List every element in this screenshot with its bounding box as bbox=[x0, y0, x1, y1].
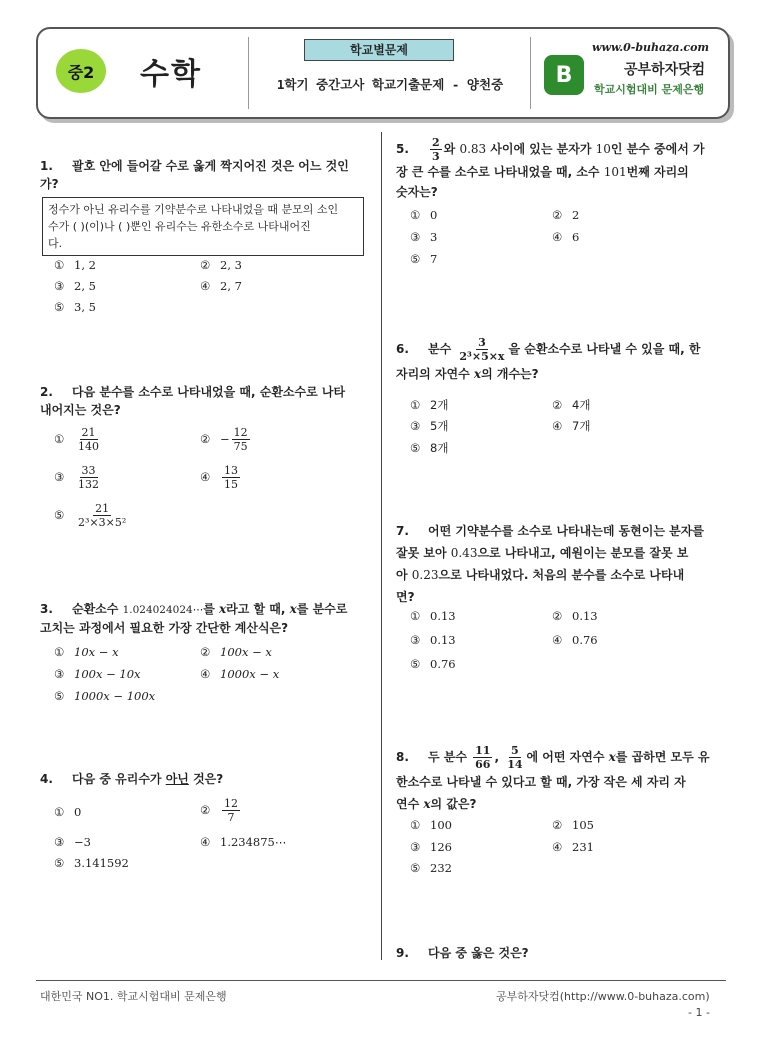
page-header bbox=[36, 27, 730, 119]
fraction: $\frac{33}{132}$ bbox=[78, 464, 99, 491]
q7-option-1[interactable]: ① 0.13 bbox=[410, 609, 456, 623]
question-1-box bbox=[42, 197, 364, 256]
q6-option-2[interactable]: ② 4개 bbox=[552, 398, 591, 412]
q2-option-2[interactable]: ② − $\frac{12}{75}$ bbox=[200, 426, 248, 453]
q8-option-1[interactable]: ① 100 bbox=[410, 818, 452, 832]
question-7: 7. 어떤 기약분수를 소수로 나타내는데 동현이는 분자를 잘못 보아 0.43으로 나타내고, 예원이는 분모를 잘못 보 아 0.23으로 나타내었다. 처음의 분수를 소수로 나타내 면? bbox=[396, 520, 726, 608]
box-text: 다. bbox=[48, 237, 63, 250]
question-2 bbox=[40, 381, 370, 421]
question-3: 3. 순환소수 1.024024024⋯를 x라고 할 때, x를 분수로 고치는 과정에서 필요한 가장 간단한 계산식은? bbox=[40, 598, 375, 639]
q8-option-2[interactable]: ② 105 bbox=[552, 818, 594, 832]
q7-option-2[interactable]: ② 0.13 bbox=[552, 609, 598, 623]
question-text: 고치는 과정에서 필요한 가장 간단한 계산식은? bbox=[40, 621, 289, 635]
q7-option-4[interactable]: ④ 0.76 bbox=[552, 633, 598, 647]
q5-option-2[interactable]: ② 2 bbox=[552, 208, 580, 222]
fraction: $\frac{13}{15}$ bbox=[224, 464, 238, 491]
q6-option-1[interactable]: ① 2개 bbox=[410, 398, 449, 412]
q5-option-1[interactable]: ① 0 bbox=[410, 208, 438, 222]
q1-option-3[interactable]: ③ 2, 5 bbox=[54, 279, 96, 293]
q8-option-3[interactable]: ③ 126 bbox=[410, 840, 452, 854]
footer-divider bbox=[36, 980, 726, 981]
q7-option-3[interactable]: ③ 0.13 bbox=[410, 633, 456, 647]
question-number: 4. bbox=[40, 772, 53, 786]
q1-option-1[interactable]: ① 1, 2 bbox=[54, 258, 96, 272]
q6-option-5[interactable]: ⑤ 8개 bbox=[410, 441, 449, 455]
category-label: 학교별문제 bbox=[304, 39, 454, 61]
question-number: 7. bbox=[396, 524, 409, 538]
question-number: 3. bbox=[40, 602, 53, 616]
q4-option-3[interactable]: ③ −3 bbox=[54, 835, 91, 849]
question-text: 다음 분수를 소수로 나타내었을 때, 순환소수로 나타 bbox=[72, 385, 346, 399]
q5-option-4[interactable]: ④ 6 bbox=[552, 230, 580, 244]
question-8: 8. 두 분수 $\frac{11}{66}$ , $\frac{5}{14}$ 에 어떤 자연수 x를 곱하면 모두 유 한소수로 나타낼 수 있다고 할 때, 가장 작은 세 자리 자 연수 x의 값은? bbox=[396, 744, 710, 811]
q5-option-5[interactable]: ⑤ 7 bbox=[410, 252, 438, 266]
q3-option-4[interactable]: ④ 1000x − x bbox=[200, 667, 280, 681]
page-number: - 1 - bbox=[688, 1006, 710, 1019]
logo-slogan: 학교시험대비 문제은행 bbox=[594, 83, 705, 96]
subject-title: 수학 bbox=[140, 57, 202, 92]
q3-option-3[interactable]: ③ 100x − 10x bbox=[54, 667, 141, 681]
header-divider bbox=[248, 37, 249, 109]
q6-option-4[interactable]: ④ 7개 bbox=[552, 419, 591, 433]
column-divider bbox=[381, 132, 382, 960]
footer-link[interactable]: 공부하자닷컴(http://www.0-buhaza.com) bbox=[496, 990, 710, 1003]
q3-option-2[interactable]: ② 100x − x bbox=[200, 645, 272, 659]
question-number: 6. bbox=[396, 342, 409, 356]
q6-option-3[interactable]: ③ 5개 bbox=[410, 419, 449, 433]
q1-option-4[interactable]: ④ 2, 7 bbox=[200, 279, 242, 293]
q4-option-5[interactable]: ⑤ 3.141592 bbox=[54, 856, 129, 870]
question-number: 8. bbox=[396, 750, 409, 764]
q8-option-4[interactable]: ④ 231 bbox=[552, 840, 594, 854]
logo-name: 공부하자닷컴 bbox=[624, 62, 706, 78]
q3-option-5[interactable]: ⑤ 1000x − 100x bbox=[54, 689, 156, 703]
question-number: 5. bbox=[396, 142, 409, 156]
logo-b-icon: B bbox=[544, 55, 584, 95]
question-text: 괄호 안에 들어갈 수로 옳게 짝지어진 것은 어느 것인 bbox=[72, 159, 349, 173]
question-number: 9. bbox=[396, 946, 409, 960]
question-number: 1. bbox=[40, 159, 53, 173]
q7-option-5[interactable]: ⑤ 0.76 bbox=[410, 657, 456, 671]
q3-option-1[interactable]: ① 10x − x bbox=[54, 645, 119, 659]
site-logo[interactable] bbox=[538, 39, 718, 105]
question-6: 6. 분수 $\frac{3}{\text{2³×5×x}}$ 을 순환소수로 나타낼 수 있을 때, 한 자리의 자연수 x의 개수는? bbox=[396, 336, 701, 381]
q1-option-5[interactable]: ⑤ 3, 5 bbox=[54, 300, 96, 314]
question-9: 9. 다음 중 옳은 것은? bbox=[396, 942, 726, 964]
question-text: 내어지는 것은? bbox=[40, 403, 121, 417]
fraction: $\frac{21}{\text{2³×3×5²}}$ bbox=[78, 502, 127, 529]
logo-url: www.0-buhaza.com bbox=[592, 41, 710, 54]
q2-option-4[interactable]: ④ $\frac{13}{15}$ bbox=[200, 464, 238, 491]
q8-option-5[interactable]: ⑤ 232 bbox=[410, 861, 452, 875]
fraction: $\frac{12}{75}$ bbox=[233, 426, 248, 453]
footer-left: 대한민국 NO1. 학교시험대비 문제은행 bbox=[40, 990, 227, 1003]
q1-option-2[interactable]: ② 2, 3 bbox=[200, 258, 242, 272]
q5-option-3[interactable]: ③ 3 bbox=[410, 230, 438, 244]
q4-option-2[interactable]: ② $\frac{12}{7}$ bbox=[200, 797, 238, 824]
question-4: 4. 다음 중 유리수가 아닌 것은? bbox=[40, 768, 370, 790]
fraction: $\frac{12}{7}$ bbox=[224, 797, 238, 824]
q4-option-1[interactable]: ① 0 bbox=[54, 805, 82, 819]
question-number: 2. bbox=[40, 385, 53, 399]
grade-badge: 중2 bbox=[56, 49, 106, 93]
box-text: 수가 ( )(이)나 ( )뿐인 유리수는 유한소수로 나타내어진 bbox=[48, 220, 311, 233]
fraction: $\frac{21}{140}$ bbox=[78, 426, 99, 453]
question-1 bbox=[40, 155, 370, 195]
q2-option-3[interactable]: ③ $\frac{33}{132}$ bbox=[54, 464, 99, 491]
question-text: 가? bbox=[40, 177, 59, 191]
box-text: 정수가 아닌 유리수를 기약분수로 나타내었을 때 분모의 소인 bbox=[48, 203, 339, 216]
exam-title: 1학기 중간고사 학교기출문제 - 양천중 bbox=[276, 77, 504, 92]
header-divider bbox=[530, 37, 531, 109]
q2-option-5[interactable]: ⑤ $\frac{21}{\text{2³×3×5²}}$ bbox=[54, 502, 127, 529]
question-5: 5. $\frac{2}{3}$ 와 0.83 사이에 있는 분자가 10인 분수 중에서 가 장 큰 수를 소수로 나타내었을 때, 소수 101번째 자리의 숫자는? bbox=[396, 136, 705, 199]
q4-option-4[interactable]: ④ 1.234875⋯ bbox=[200, 835, 287, 849]
q2-option-1[interactable]: ① $\frac{21}{140}$ bbox=[54, 426, 99, 453]
